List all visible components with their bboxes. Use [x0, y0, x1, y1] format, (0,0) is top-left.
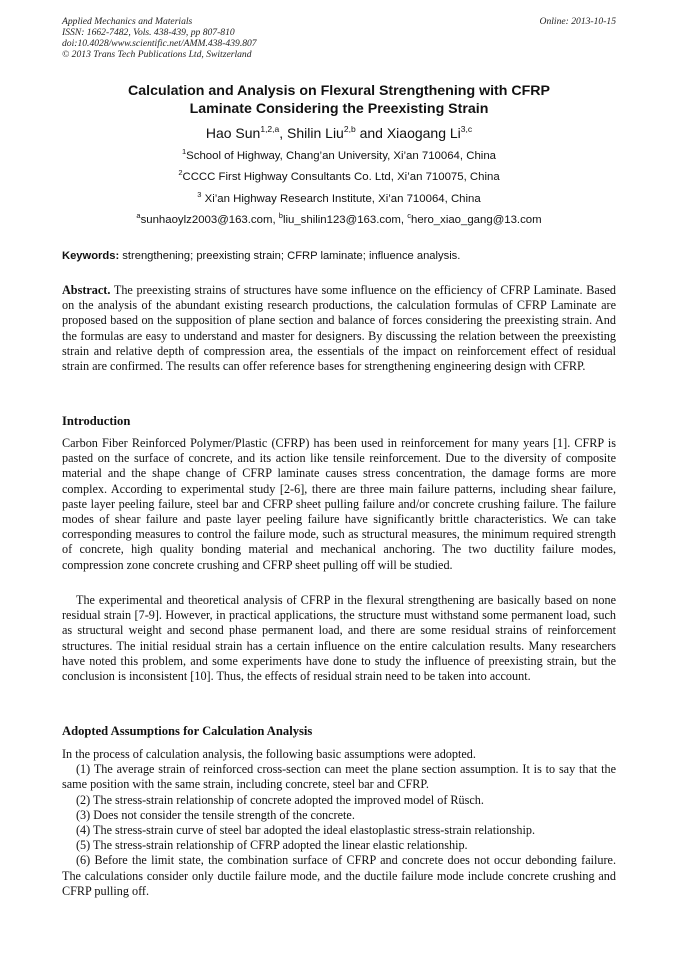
assumptions-intro: In the process of calculation analysis, the following basic assumptions were adopted.	[62, 747, 476, 761]
copyright-line: © 2013 Trans Tech Publications Ltd, Switzerland	[62, 49, 252, 60]
author-list	[62, 124, 616, 142]
keywords	[62, 249, 616, 263]
email-c: hero_xiao_gang@13.com	[410, 214, 542, 226]
online-date: Online: 2013-10-15	[539, 16, 616, 27]
email-a: sunhaoylz2003@163.com,	[140, 214, 279, 226]
email-a-marker: a	[136, 211, 141, 220]
author-2-name: Shilin Liu	[287, 125, 344, 141]
affiliation-2-text: CCCC First Highway Consultants Co. Ltd, Xi’an 710075, China	[182, 171, 500, 183]
assumptions-section	[62, 747, 616, 899]
email-c-marker: c	[407, 211, 411, 220]
introduction-heading: Introduction	[62, 414, 131, 428]
assumption-item: (4) The stress-strain curve of steel bar adopted the ideal elastoplastic stress-strain relationship.	[76, 823, 536, 838]
author-separator-1: ,	[279, 125, 288, 141]
keywords-text: strengthening; preexisting strain; CFRP laminate; influence analysis.	[119, 250, 461, 262]
email-b-marker: b	[278, 211, 283, 220]
author-1-name: Hao Sun	[205, 125, 261, 141]
abstract-label: Abstract.	[62, 283, 111, 297]
title-line-1: Calculation and Analysis on Flexural Strengthening with CFRP	[128, 83, 550, 99]
author-2-affiliation-marker: 2,b	[343, 124, 356, 134]
issn-line: ISSN: 1662-7482, Vols. 438-439, pp 807-810	[62, 27, 235, 38]
affiliation-2-marker: 2	[178, 168, 183, 177]
assumption-item: (5) The stress-strain relationship of CFRP adopted the linear elastic relationship.	[76, 838, 468, 853]
abstract	[62, 283, 616, 374]
assumption-item: (1) The average strain of reinforced cross-section can meet the plane section assumption. It is to say that the same position with the same strain, including concrete, steel bar and CFRP.	[62, 762, 616, 792]
journal-name: Applied Mechanics and Materials	[62, 16, 193, 27]
affiliation-1	[62, 149, 616, 163]
author-1-affiliation-marker: 1,2,a	[260, 124, 280, 134]
email-b: liu_shilin123@163.com,	[282, 214, 408, 226]
affiliation-1-text: School of Highway, Chang’an University, Xi’an 710064, China	[186, 150, 496, 162]
assumption-item: (3) Does not consider the tensile strength of the concrete.	[76, 807, 355, 822]
affiliation-2	[62, 170, 616, 184]
author-separator-2: and	[355, 125, 387, 141]
affiliation-3-text: Xi’an Highway Research Institute, Xi’an 710064, China	[201, 193, 481, 205]
assumption-item: (6) Before the limit state, the combination surface of CFRP and concrete does not occur debonding failure. The calculations consider only ductile failure mode, and the ductile failure mode include concrete crushing and CFRP pulling off.	[62, 853, 616, 898]
assumption-item: (2) The stress-strain relationship of concrete adopted the improved model of Rüsch.	[76, 792, 484, 807]
introduction-paragraph-1: Carbon Fiber Reinforced Polymer/Plastic (CFRP) has been used in reinforcement for many years [1]. CFRP is pasted on the surface of concrete, and its action like tensile reinforcement. Due to the diversity of composite material and the shape change of CFRP laminate causes stress concentration, the damage forms are more complex. According to experimental study [2-6], there are three main failure patterns, including shear failure, paste layer peeling failure, steel bar and CFRP sheet pulling failure and/or concrete crushing failure. The failure modes of shear failure and paste layer peeling failure have significantly brittle characteristics. We can take corresponding measures to control the failure mode, such as structural measures, the minimum required strength of concrete, high quality bonding material and mechanical anchoring. The two ductility failure modes, compression zone concrete crushing and CFRP sheet pulling off will be studied.	[62, 436, 616, 572]
keywords-label: Keywords:	[62, 250, 120, 262]
doi-line: doi:10.4028/www.scientific.net/AMM.438-439.807	[62, 38, 257, 49]
affiliation-3-marker: 3	[197, 190, 202, 199]
title-line-2: Laminate Considering the Preexisting Strain	[189, 101, 489, 117]
author-3-name: Xiaogang Li	[386, 125, 461, 141]
affiliation-1-marker: 1	[181, 147, 187, 156]
author-3-affiliation-marker: 3,c	[460, 124, 473, 134]
journal-header	[62, 16, 616, 60]
abstract-text: The preexisting strains of structures have some influence on the efficiency of CFRP Laminate. Based on the analysis of the abundant existing research productions, the calculation formulas of CFRP Laminate are proposed based on the supposition of plane section and balance of forces considering the preexisting strain. And the formulas are easy to understand and master for designers. By discussing the relation between the preexisting strain and relative depth of compression area, the essentials of the impact on reinforcement effect of residual strain are confirmed. The results can offer reference bases for strengthening engineering design with CFRP.	[62, 283, 616, 374]
affiliation-3	[62, 192, 616, 206]
assumptions-heading: Adopted Assumptions for Calculation Analysis	[62, 724, 313, 738]
introduction-paragraph-2: The experimental and theoretical analysis of CFRP in the flexural strengthening are basically based on none residual strain [7-9]. However, in practical applications, the structure must withstand some permanent load, such as structural weight and second phase permanent load, and there are some residual strains of reinforcement structures. The initial residual strain has a certain influence on the entire calculation results. Many researchers have noted this problem, and some experiments have done to study the influence of preexisting strain, but the conclusion is inconsistent [10]. Thus, the effects of residual strain need to be taken into account.	[62, 593, 616, 684]
author-emails	[62, 213, 616, 227]
paper-title	[62, 82, 616, 118]
